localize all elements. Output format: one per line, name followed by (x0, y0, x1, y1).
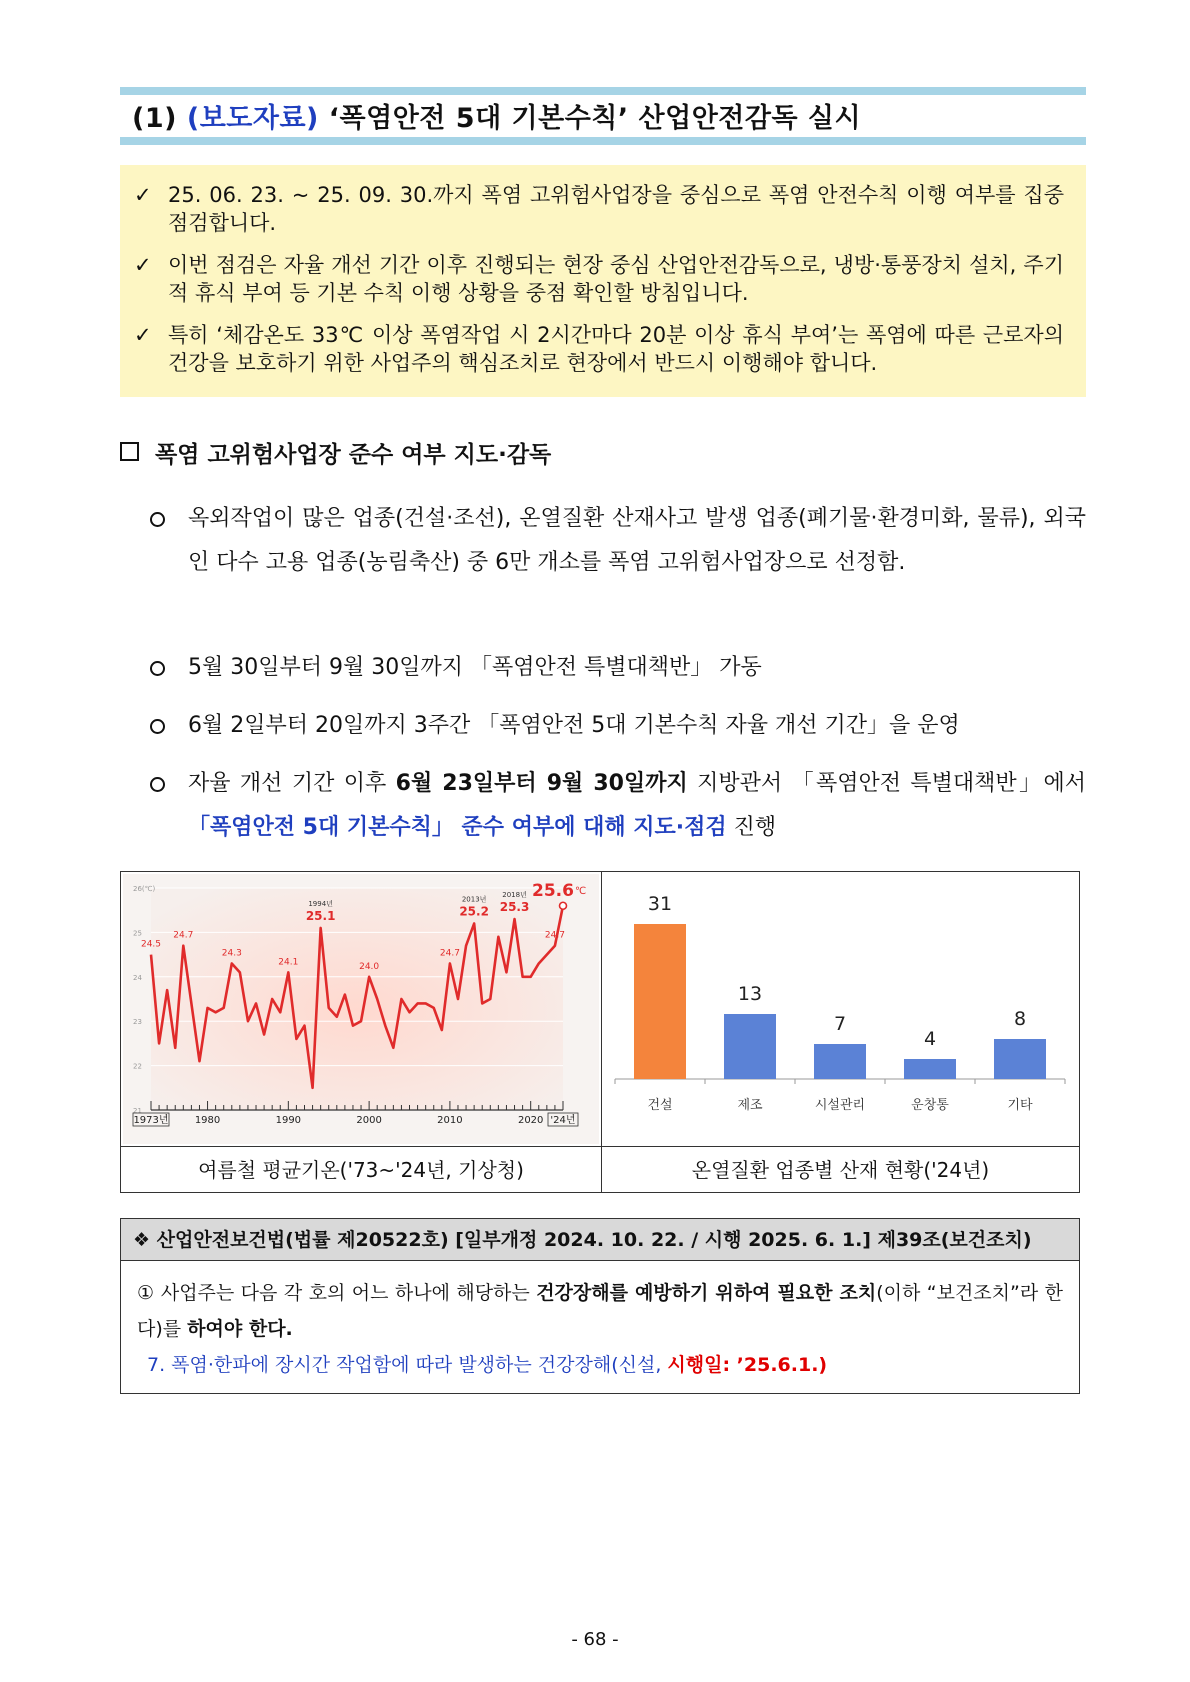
circle-bullet-icon (150, 777, 165, 792)
check-icon: ✓ (134, 183, 152, 207)
bar (904, 1059, 956, 1079)
category-label: 기타 (1007, 1098, 1033, 1113)
data-label: 25.2 (459, 904, 489, 919)
bar (634, 924, 686, 1079)
data-year-label: 1994년 (308, 899, 333, 908)
x-tick-label: 1980 (194, 1115, 221, 1126)
y-tick-label: 21 (133, 1107, 142, 1115)
x-tick-label: 2020 (517, 1115, 544, 1126)
square-bullet-icon (120, 442, 139, 461)
bar-value-label: 13 (737, 983, 763, 1005)
check-icon: ✓ (134, 323, 152, 347)
plot-background (151, 888, 563, 1110)
check-icon: ✓ (134, 253, 152, 277)
bullet-item: 5월 30일부터 9월 30일까지 「폭염안전 특별대책반」 가동 (150, 646, 1086, 690)
right-caption: 온열질환 업종별 산재 현황('24년) (691, 1158, 990, 1182)
latest-point (560, 902, 567, 909)
page-number: - 68 - (571, 1629, 619, 1650)
page-title: (1) (보도자료) ‘폭염안전 5대 기본수칙’ 산업안전감독 실시 (132, 103, 862, 134)
data-label: 24.7 (173, 930, 194, 941)
circle-bullet-icon (150, 661, 165, 676)
data-label: 25.1 (305, 908, 336, 923)
y-tick-label: 26(℃) (133, 885, 156, 893)
summary-item: ✓ 이번 점검은 자율 개선 기간 이후 진행되는 현장 중심 산업안전감독으로, 냉방·통풍장치 설치, 주기적 휴식 부여 등 기본 수칙 이행 상황을 중점 확인할 방침입니다. (134, 253, 1064, 305)
data-label: 25.3 (499, 900, 530, 915)
bar-value-label: 8 (1013, 1008, 1027, 1030)
figure-divider (601, 872, 602, 1192)
law-box (120, 1218, 1080, 1394)
category-label: 건설 (647, 1098, 673, 1113)
figure-divider (121, 1146, 1079, 1147)
x-tick-label: 1990 (275, 1115, 302, 1126)
data-year-label: 2013년 (461, 895, 487, 904)
title-tag: (보도자료) (186, 103, 319, 134)
summary-item: ✓ 25. 06. 23. ~ 25. 09. 30.까지 폭염 고위험사업장을 중심으로 폭염 안전수칙 이행 여부를 집중 점검합니다. (134, 183, 1064, 235)
data-label: 24.5 (140, 939, 162, 950)
highlight-text: 「폭염안전 5대 기본수칙」 준수 여부에 대해 지도·점검 (188, 815, 727, 840)
data-label: 24.7 (544, 930, 565, 941)
x-tick-label: 2010 (437, 1115, 463, 1126)
category-label: 운창통 (911, 1098, 949, 1113)
title-top-rule (120, 87, 1086, 95)
bar-value-label: 31 (647, 893, 673, 915)
temperature-line-chart (123, 874, 599, 1144)
category-label: 제조 (737, 1098, 763, 1113)
title-bottom-rule (120, 137, 1086, 145)
law-body: ① 사업주는 다음 각 호의 어느 하나에 해당하는 건강장해를 예방하기 위하여 필요한 조치(이하 “보건조치”라 한다)를 하여야 한다. 7. 폭염·한파에 장시간 작업함에 따라 발생하는 건강장해(신설, 시행일: ’25.6.1.) (137, 1282, 1063, 1376)
y-tick-label: 24 (133, 973, 142, 982)
data-label: 24.3 (221, 948, 242, 959)
summary-item: ✓ 특히 ‘체감온도 33℃ 이상 폭염작업 시 2시간마다 20분 이상 휴식 부여’는 폭염에 따른 근로자의 건강을 보호하기 위한 사업주의 핵심조치로 현장에서 반드시 이행해야 합니다. (134, 323, 1064, 375)
circle-bullet-icon (150, 719, 165, 734)
bar (724, 1014, 776, 1079)
data-label: 24.7 (439, 948, 460, 959)
bullet-item: 옥외작업이 많은 업종(건설·조선), 온열질환 산재사고 발생 업종(폐기물·환경미화, 물류), 외국인 다수 고용 업종(농림축산) 중 6만 개소를 폭염 고위험사업장으로 선정함. (150, 497, 1086, 585)
y-tick-label: 25 (133, 929, 142, 938)
x-tick-label: 2000 (356, 1115, 382, 1126)
heat-illness-bar-chart (605, 874, 1075, 1144)
summary-box (120, 165, 1086, 397)
y-tick-label: 23 (133, 1018, 142, 1027)
law-heading: ❖ 산업안전보건법(법률 제20522호) [일부개정 2024. 10. 22. / 시행 2025. 6. 1.] 제39조(보건조치) (121, 1219, 1079, 1261)
category-label: 시설관리 (814, 1098, 866, 1113)
data-label: 24.0 (359, 961, 380, 972)
data-label: 25.6 (532, 880, 574, 901)
bar (814, 1044, 866, 1079)
x-tick-label: 1973년 (133, 1115, 169, 1126)
data-label-unit: ℃ (575, 885, 587, 897)
bar-value-label: 7 (833, 1013, 847, 1035)
y-tick-label: 22 (133, 1062, 142, 1071)
left-caption: 여름철 평균기온('73~'24년, 기상청) (198, 1158, 524, 1182)
section-heading: 폭염 고위험사업장 준수 여부 지도·감독 (120, 436, 551, 469)
figure-table (120, 871, 1080, 1193)
data-label: 24.1 (278, 957, 299, 968)
data-year-label: 2018년 (502, 891, 527, 900)
circle-bullet-icon (150, 512, 165, 527)
bar (994, 1039, 1046, 1079)
bar-value-label: 4 (923, 1028, 937, 1050)
bullet-item: 자율 개선 기간 이후 6월 23일부터 9월 30일까지 지방관서 「폭염안전 특별대책반」에서 「폭염안전 5대 기본수칙」 준수 여부에 대해 지도·점검 진행 (150, 762, 1086, 850)
bullet-item: 6월 2일부터 20일까지 3주간 「폭염안전 5대 기본수칙 자율 개선 기간」을 운영 (150, 704, 1086, 748)
x-tick-label: '24년 (550, 1115, 576, 1126)
